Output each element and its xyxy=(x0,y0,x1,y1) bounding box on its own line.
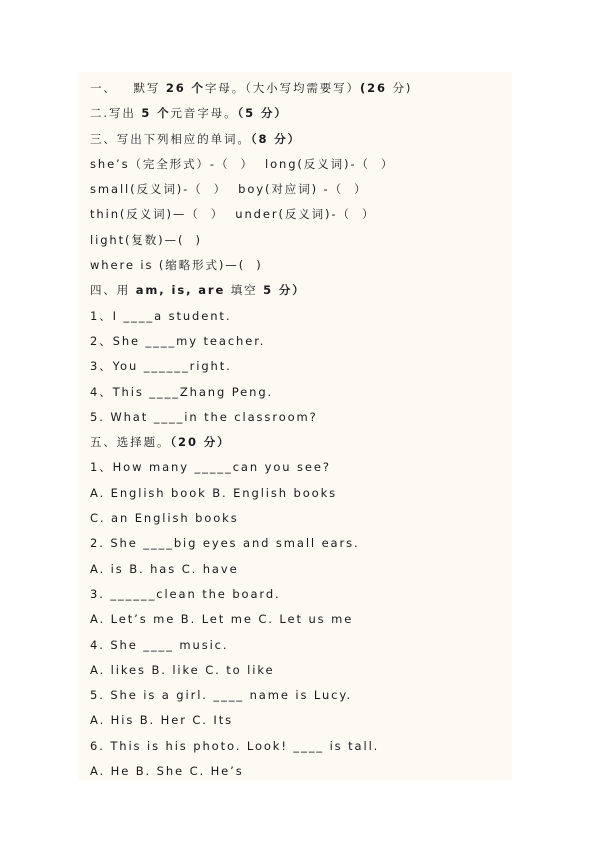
answer-options: A. He B. She C. He’s xyxy=(90,764,244,779)
question: 4. She ____ music. xyxy=(90,637,229,652)
word-item: where is (缩略形式)—( ) xyxy=(90,258,263,273)
section-1-heading: 一、 默写 26 个字母。（大小写均需要写）(26 分) xyxy=(90,81,413,95)
section-3-heading: 三、写出下列相应的单词。（8 分） xyxy=(90,131,302,146)
section-2-heading: 二.写出 5 个元音字母。（5 分） xyxy=(90,106,288,121)
answer-options: C. an English books xyxy=(90,511,239,526)
question: 3. ______clean the board. xyxy=(90,586,281,601)
fill-blank-item: 2、She ____my teacher. xyxy=(90,333,266,348)
answer-options: A. His B. Her C. Its xyxy=(90,713,234,728)
word-item: she’s（完全形式）-（ ） long(反义词)-（ ） xyxy=(90,156,395,171)
question: 1、How many _____can you see? xyxy=(90,460,331,475)
word-item: light(复数)—( ) xyxy=(90,232,202,247)
section-5-heading: 五、选择题。（20 分） xyxy=(90,435,231,450)
section-4-heading: 四、用 am, is, are 填空 5 分） xyxy=(90,283,306,298)
fill-blank-item: 5. What ____in the classroom? xyxy=(90,409,318,424)
fill-blank-item: 1、I ____a student. xyxy=(90,308,232,323)
fill-blank-item: 3、You ______right. xyxy=(90,359,232,374)
answer-options: A. likes B. like C. to like xyxy=(90,662,275,677)
question: 6. This is his photo. Look! ____ is tall. xyxy=(90,738,380,753)
question: 2. She ____big eyes and small ears. xyxy=(90,536,360,551)
worksheet-content xyxy=(90,76,510,784)
fill-blank-item: 4、This ____Zhang Peng. xyxy=(90,384,274,399)
answer-options: A. Let’s me B. Let me C. Let us me xyxy=(90,612,354,627)
answer-options: A. is B. has C. have xyxy=(90,561,239,576)
answer-options: A. English book B. English books xyxy=(90,485,338,500)
word-item: small(反义词)-（ ） boy(对应词) -（ ） xyxy=(90,182,368,197)
word-item: thin(反义词)—（ ） under(反义词)-（ ） xyxy=(90,207,376,222)
question: 5. She is a girl. ____ name is Lucy. xyxy=(90,688,353,703)
